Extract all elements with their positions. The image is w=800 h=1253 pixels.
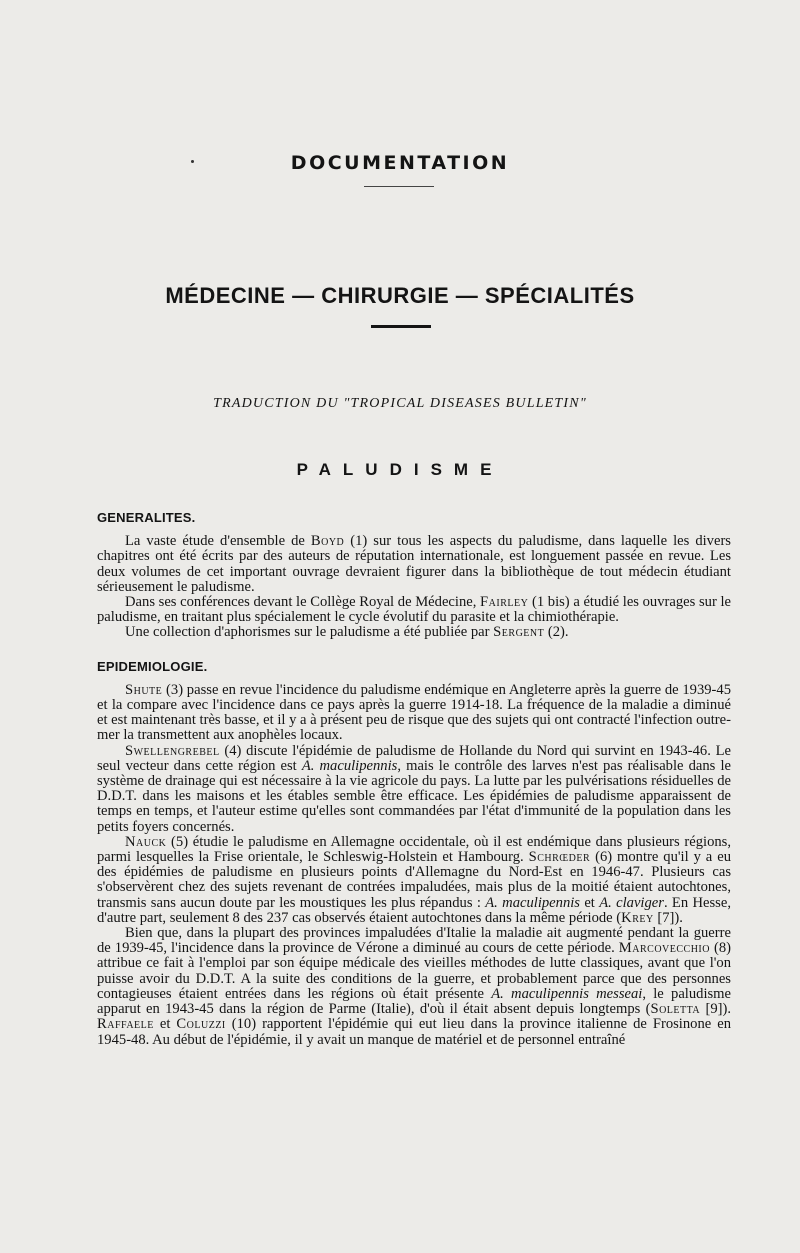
text-run: (3) passe en revue l'incidence du paludisme endémique en Angleterre après la guerre de 1939-45 et la compare avec l'incidence dans ce pays après la guerre 1914-18. La fréquence de la maladie a diminué et est maintenant très basse, et il y a à présent peu de risque que des sujets qui ont contracté l'infection outre-mer la transmettent aux anophèles locaux. [97,681,732,744]
text-run: (10) rapportent l'épidémie qui eut lieu dans la province italienne de Frosinone en 1945-48. Au début de l'épidémie, il y avait un manque de matériel et de personnel entraîné [97,1016,731,1048]
text-run: (8) attribue ce fait à l'emploi par son équipe médicale des vieilles méthodes de lutte classiques, avant que l'on puisse avoir du D.D.T. A la suite des conditions de la guerre, et probablement parce que des personnes contagieuses étaient entrées dans les régions où était présente [97,940,731,1002]
author-name: Coluzzi [176,1016,226,1033]
author-name: Sergent [493,624,545,641]
text-run: , mais le contrôle des larves n'est pas réalisable dans le système de drainage qui est nécessaire à la vie agricole du pays. La lutte par les pulvérisations résiduelles de D.D.T. dans les maisons et les étables semble être efficace. Les épidémies de paludisme apparaissent de temps en temps, et l'auteur estime qu'elles sont commandées par l'état d'immunité de la population dans les petits foyers concernés. [97,757,731,835]
paragraph [97,744,731,835]
text-run: [7]). [653,909,683,926]
text-run: Une collection d'aphorismes sur le paludisme a été publiée par [125,624,494,641]
paragraph [97,534,731,595]
text-run: (1) sur tous les aspects du paludisme, dans laquelle les divers chapitres ont été écrits par des auteurs de réputation internationale, est longuement passée en revue. Les deux volumes de cet important ouvrage devraient figurer dans la bibliothèque de tout médecin étudiant sérieusement le paludisme. [97,533,731,595]
author-name: Krey [621,909,654,926]
text-run: Bien que, dans la plupart des provinces impaludées d'Italie la maladie ait augmenté pendant la guerre de 1939-45, l'incidence dans la province de Vérone a diminué au cours de cette période. [97,925,731,957]
source-line: TRADUCTION DU "TROPICAL DISEASES BULLETIN" [213,396,587,411]
text-run: et [579,894,600,911]
text-run: . En Hesse, d'autre part, seulement 8 des 237 cas observés étaient autochtones dans la même période ( [97,894,731,926]
author-name: Soletta [650,1001,701,1018]
author-name: Schrœder [528,849,591,866]
author-name: Marcovecchio [618,940,710,957]
species-name: A. maculipennis [485,894,580,911]
text-run: (4) discute l'épidémie de paludisme de Hollande du Nord qui survint en 1943-46. Le seul vecteur dans cette région est [97,742,731,774]
text-run: La vaste étude d'ensemble de [125,533,311,550]
author-name: Boyd [310,533,345,550]
text-run: (6) montre qu'il y a eu des épidémies de paludisme en plusieurs points d'Allemagne du Nord-Est en 1946-47. Plusieurs cas s'observèrent chez des sujets revenant de contrées impaludées, mais plus de la moitié étaient autochtones, transmis sans aucun doute par les moustiques les plus répandus : [97,849,731,911]
species-name: A. maculipennis messeai [491,985,643,1002]
species-name: A. maculipennis [301,757,398,774]
section-heading: MÉDECINE — CHIRURGIE — SPÉCIALITÉS [165,283,635,308]
text-run: , le paludisme apparut en 1943-45 dans la région de Parme (Italie), d'où il était absent depuis longtemps ( [97,985,732,1018]
paragraph [97,926,731,1048]
text-run: (1 bis) a étudié les ouvrages sur le paludisme, en traitant plus spécialement le cycle évolutif du parasite et la chimiothérapie. [97,594,731,626]
author-name: Shute [125,681,163,698]
paragraph [97,835,731,926]
text-run: (2). [544,624,569,641]
text-run: [9]). [700,1001,731,1018]
author-name: Raffaele [97,1016,154,1033]
article-body [97,510,731,1048]
section-rule [371,325,431,328]
paragraph [97,625,731,640]
heading-rule [364,186,434,187]
species-name: A. claviger [599,894,664,911]
paragraph [97,683,731,744]
author-name: Nauck [125,833,167,850]
author-name: Swellengrebel [125,742,220,759]
paragraph [97,595,731,625]
text-run: et [153,1016,177,1033]
text-run: (5) étudie le paludisme en Allemagne occidentale, où il est endémique dans plusieurs régions, parmi lesquelles la Frise orientale, le Schleswig-Holstein et Hambourg. [97,833,731,866]
documentation-heading: DOCUMENTATION [290,152,510,174]
topic-heading: PALUDISME [296,460,504,479]
subheading-generalites: GENERALITES. [97,510,196,525]
subheading-epidemiologie: EPIDEMIOLOGIE. [97,658,208,674]
author-name: Fairley [480,594,529,611]
text-run: Dans ses conférences devant le Collège Royal de Médecine, [125,594,481,611]
